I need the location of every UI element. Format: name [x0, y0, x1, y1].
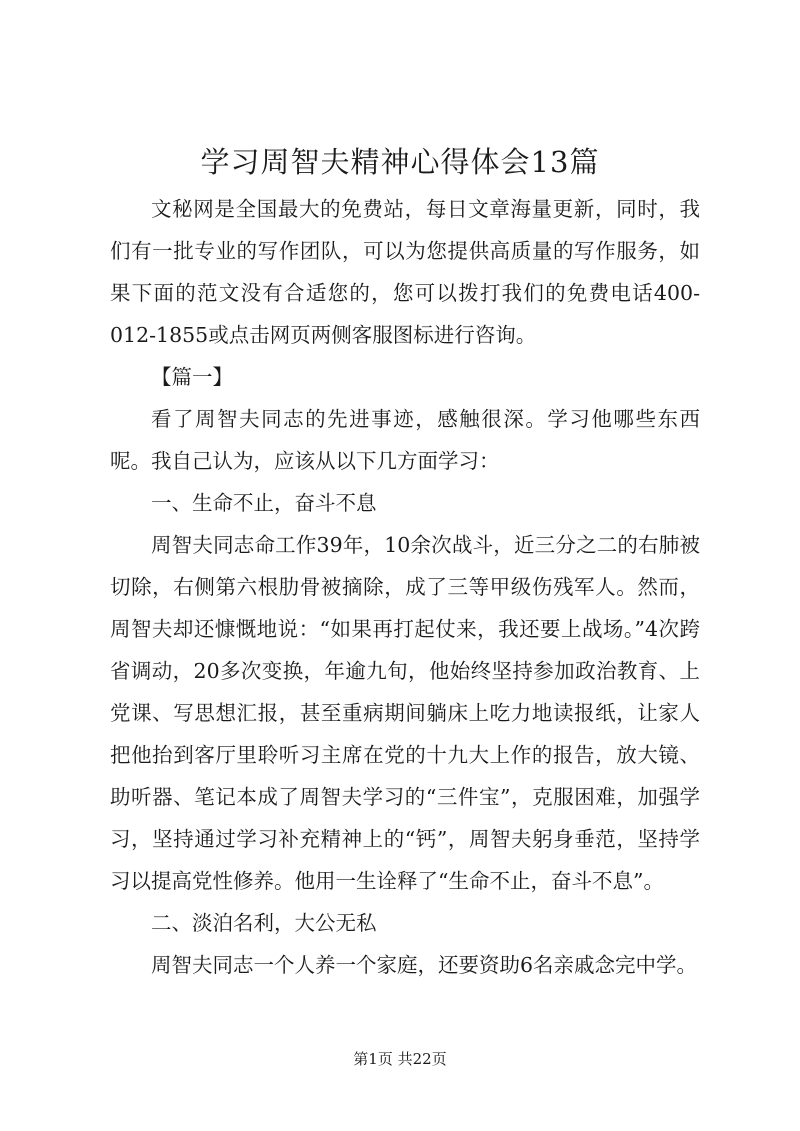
section-heading: 二、淡泊名利，大公无私	[151, 911, 377, 935]
section-heading: 一、生命不止，奋斗不息	[151, 491, 377, 515]
intro-paragraph: 文秘网是全国最大的免费站，每日文章海量更新，同时，我们有一批专业的写作团队，可以为您提供高质量的写作服务，如果下面的范文没有合适您的，您可以拨打我们的免费电话400-012-1855或点击网页两侧客服图标进行咨询。	[110, 197, 700, 347]
body-paragraph: 看了周智夫同志的先进事迹，感触很深。学习他哪些东西呢。我自己认为，应该从以下几方面学习：	[110, 407, 700, 473]
section-marker: 【篇一】	[151, 365, 233, 389]
document-title: 学习周智夫精神心得体会13篇	[200, 145, 600, 179]
body-paragraph: 周智夫同志命工作39年，10余次战斗，近三分之二的右肺被切除，右侧第六根肋骨被摘除，成了三等甲级伤残军人。然而，周智夫却还慷慨地说：“如果再打起仗来，我还要上战场。”4次跨省调动，20多次变换，年逾九旬，他始终坚持参加政治教育、上党课、写思想汇报，甚至重病期间躺床上吃力地读报纸，让家人把他抬到客厅里聆听习主席在党的十九大上作的报告，放大镜、助听器、笔记本成了周智夫学习的“三件宝”，克服困难，加强学习，坚持通过学习补充精神上的“钙”，周智夫躬身垂范，坚持学习以提高党性修养。他用一生诠释了“生命不止，奋斗不息”。	[110, 533, 700, 893]
document-body	[110, 188, 700, 986]
body-paragraph: 周智夫同志一个人养一个家庭，还要资助6名亲戚念完中学。	[151, 953, 698, 977]
page-footer: 第1页 共22页	[353, 1050, 447, 1068]
